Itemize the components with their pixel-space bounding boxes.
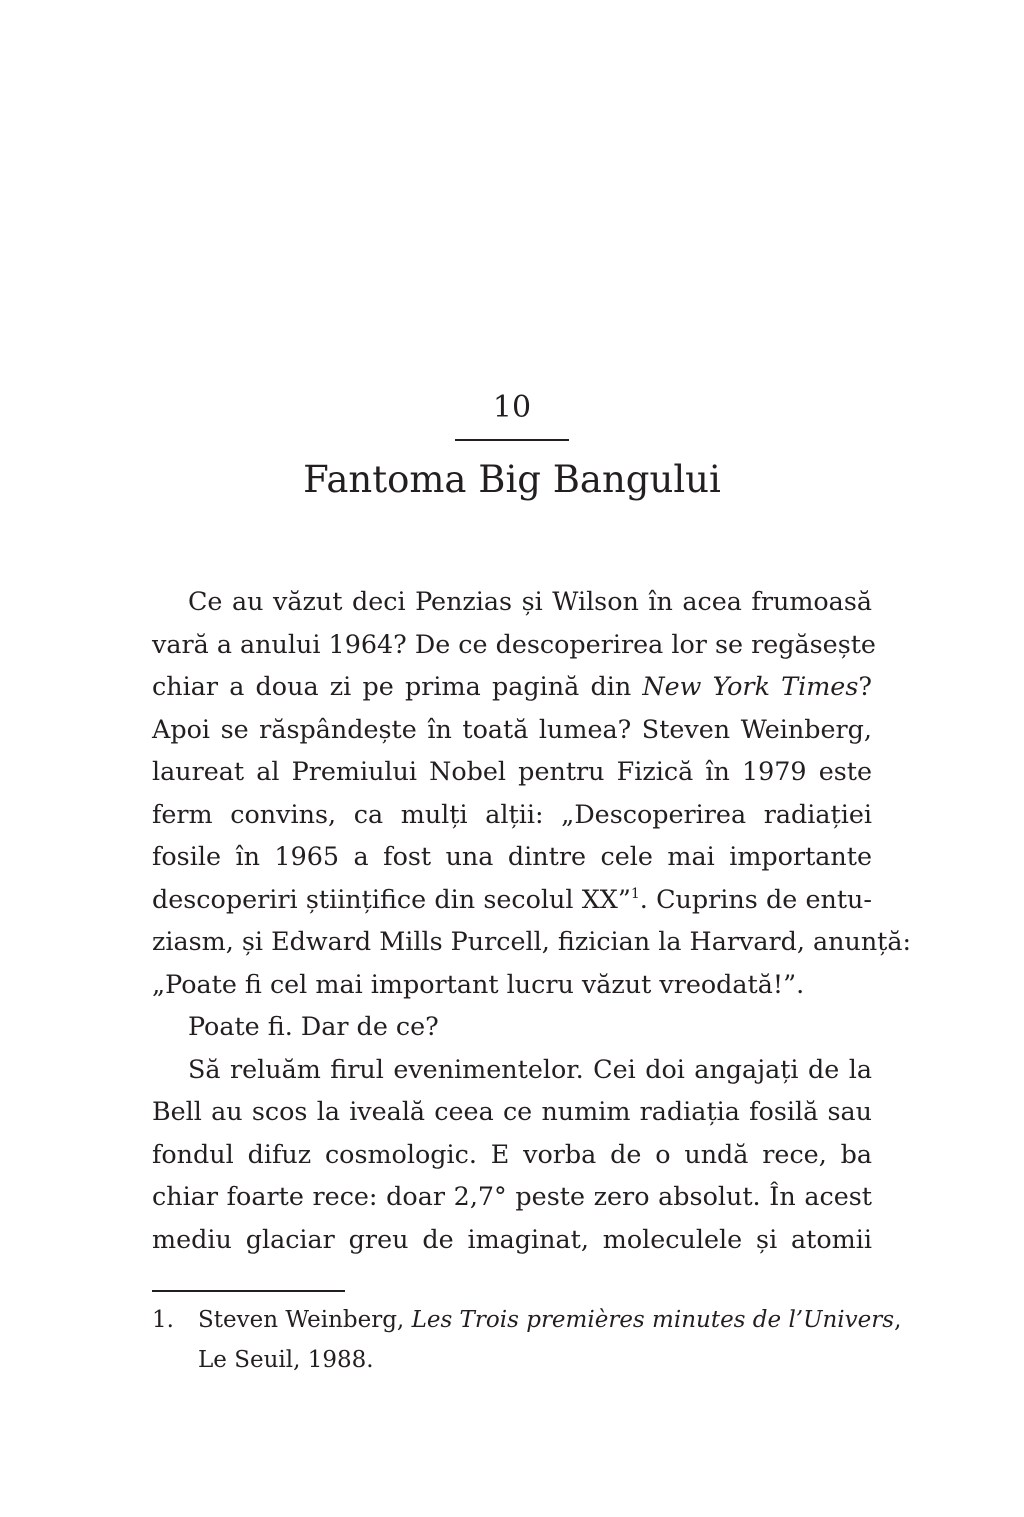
text-line: [152, 878, 872, 921]
chapter-number: 10: [492, 390, 532, 425]
footnote: [152, 1300, 902, 1380]
italic-title: New York Times: [642, 671, 859, 701]
text-line: fosile în 1965 a fost una dintre cele mai importante: [152, 841, 872, 871]
footnote-divider: [152, 1290, 345, 1292]
text-line: [152, 665, 872, 708]
text-line: chiar foarte rece: doar 2,7° peste zero absolut. În acest: [152, 1181, 872, 1211]
footnote-reference: 1: [630, 885, 640, 902]
italic-title: Les Trois premières minutes de l’Univers: [411, 1307, 895, 1333]
text-segment: Steven Weinberg,: [198, 1307, 412, 1333]
footnote-line: Le Seuil, 1988.: [198, 1347, 374, 1373]
text-line: ferm convins, ca mulți alții: „Descoperirea radiației: [152, 798, 872, 829]
footnote-line: [152, 1300, 902, 1340]
text-segment: ?: [858, 671, 872, 701]
text-line: Poate fi. Dar de ce?: [188, 1011, 439, 1041]
text-line: fondul difuz cosmologic. E vorba de o undă rece, ba: [152, 1138, 872, 1169]
footnote-number: 1.: [152, 1307, 174, 1333]
text-line: ziasm, și Edward Mills Purcell, fizician la Harvard, anunță:: [152, 926, 912, 956]
text-segment: ,: [894, 1307, 902, 1333]
chapter-title: Fantoma Big Bangului: [303, 458, 721, 501]
text-segment: descoperiri științifice din secolul XX”: [152, 883, 631, 914]
text-line: laureat al Premiului Nobel pentru Fizică în 1979 este: [152, 756, 872, 786]
text-line: Apoi se răspândește în toată lumea? Steven Weinberg,: [152, 713, 872, 744]
text-line: Bell au scos la iveală ceea ce numim radiația fosilă sau: [152, 1096, 872, 1126]
text-line: mediu glaciar greu de imaginat, moleculele și atomii: [152, 1223, 872, 1254]
chapter-divider: [455, 439, 569, 441]
text-line: vară a anului 1964? De ce descoperirea lor se regăsește: [152, 628, 876, 659]
text-line: Ce au văzut deci Penzias și Wilson în acea frumoasă: [188, 586, 872, 616]
text-segment: chiar a doua zi pe prima pagină din: [152, 671, 643, 701]
text-line: Să reluăm firul evenimentelor. Cei doi angajați de la: [188, 1053, 872, 1084]
text-line: „Poate fi cel mai important lucru văzut vreodată!”.: [152, 968, 805, 999]
text-segment: . Cuprins de entu-: [639, 883, 872, 914]
body-text: [152, 580, 912, 1260]
